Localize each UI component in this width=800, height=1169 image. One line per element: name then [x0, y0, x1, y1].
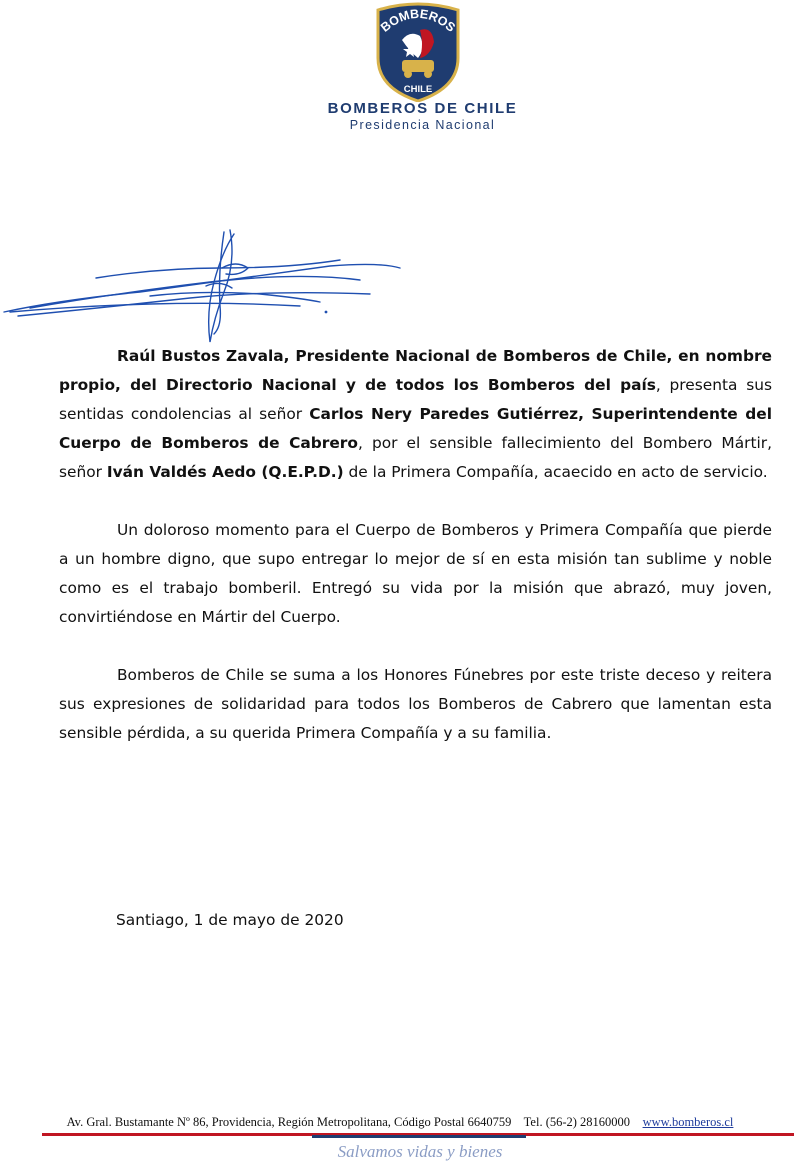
footer-motto: Salvamos vidas y bienes	[337, 1142, 503, 1161]
logo-bottom-text: CHILE	[403, 84, 433, 95]
letter-body	[59, 342, 772, 748]
handwritten-signature	[0, 222, 410, 347]
bomberos-logo-icon	[372, 0, 464, 102]
text-3: de la Primera Compañía, acaecido en acto de servicio.	[343, 463, 768, 481]
organization-subtitle: Presidencia Nacional	[349, 118, 496, 132]
footer-address: Av. Gral. Bustamante Nº 86, Providencia, Región Metropolitana, Código Postal 6640759	[66, 1115, 512, 1129]
date-line: Santiago, 1 de mayo de 2020	[116, 911, 344, 929]
footer-divider-blue	[312, 1135, 526, 1138]
bold-sender: Raúl Bustos Zavala, Presidente Nacional de Bomberos de Chile, en nombre propio, del Directorio Nacional y de todos los Bomberos del país	[59, 347, 772, 394]
logo-top-text: BOMBEROS	[378, 6, 458, 35]
paragraph-1	[59, 342, 772, 487]
footer-contact	[0, 1115, 800, 1130]
paragraph-3: Bomberos de Chile se suma a los Honores Fúnebres por este triste deceso y reitera sus expresiones de solidaridad para todos los Bomberos de Cabrero que lamentan esta sensible pérdida, a su querida Primera Compañía y a su familia.	[59, 666, 772, 742]
text-1: , presenta sus sentidas condolencias al señor	[59, 376, 772, 423]
footer-phone: Tel. (56-2) 28160000	[523, 1115, 631, 1129]
organization-name: BOMBEROS DE CHILE	[327, 100, 518, 117]
bold-deceased: Iván Valdés Aedo (Q.E.P.D.)	[106, 463, 344, 481]
paragraph-2: Un doloroso momento para el Cuerpo de Bomberos y Primera Compañía que pierde a un hombre digno, que supo entregar lo mejor de sí en esta misión tan sublime y noble como es el trabajo bomberil. Entregó su vida por la misión que abrazó, muy joven, convirtiéndose en Mártir del Cuerpo.	[59, 521, 772, 626]
text-2: , por el sensible fallecimiento del Bombero Mártir, señor	[59, 434, 772, 481]
footer-website-link[interactable]: www.bomberos.cl	[642, 1115, 734, 1129]
bold-recipient: Carlos Nery Paredes Gutiérrez, Superintendente del Cuerpo de Bomberos de Cabrero	[59, 405, 772, 452]
